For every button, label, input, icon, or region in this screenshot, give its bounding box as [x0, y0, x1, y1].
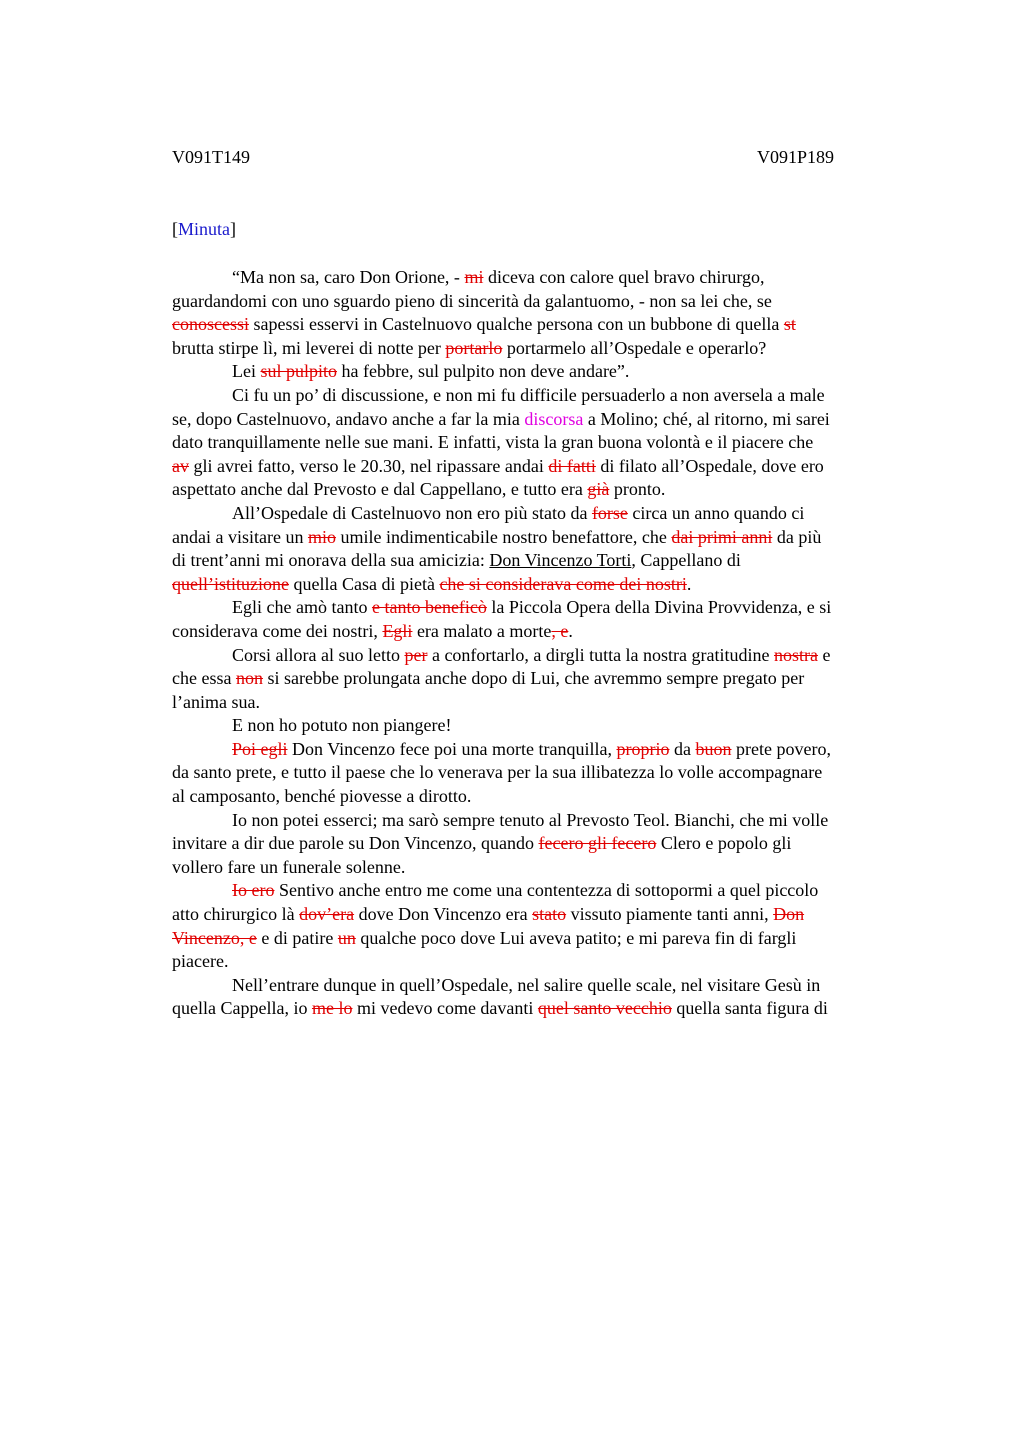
text-line — [172, 644, 932, 668]
deleted-text: Don — [773, 904, 805, 925]
text-segment: qualche poco dove Lui aveva patito; e mi pareva fin di fargli — [355, 927, 797, 948]
text-segment: E non ho potuto non piangere! — [232, 715, 452, 736]
text-segment: umile indimenticabile nostro benefattore, che — [335, 526, 672, 547]
text-line — [172, 549, 932, 573]
text-line — [172, 313, 932, 337]
text-segment: vissuto piamente tanti anni, — [566, 904, 774, 925]
deleted-text: conoscessi — [172, 314, 249, 335]
section-label — [172, 218, 236, 242]
text-segment: guardandomi con uno sguardo pieno di sincerità da galantuomo, - non sa lei che, se — [172, 290, 772, 311]
text-segment: quella Casa di pietà — [288, 573, 440, 594]
manuscript-transcription — [172, 266, 932, 1021]
text-segment: ha febbre, sul pulpito non deve andare”. — [337, 361, 630, 382]
text-line — [172, 879, 932, 903]
text-segment: l’anima sua. — [172, 691, 260, 712]
text-line — [172, 290, 932, 314]
text-segment: portarmelo all’Ospedale e operarlo? — [502, 337, 767, 358]
text-segment: , Cappellano di — [631, 550, 741, 571]
text-segment: Don Vincenzo fece poi una morte tranquilla, — [287, 738, 617, 759]
deleted-text: di fatti — [548, 455, 596, 476]
text-segment: quella santa figura di — [671, 998, 828, 1019]
deleted-text: , e — [551, 620, 569, 641]
text-segment: si sarebbe prolungata anche dopo di Lui, che avremmo sempre pregato per — [262, 668, 805, 689]
text-segment: vollero fare un funerale solenne. — [172, 856, 406, 877]
deleted-text: Egli — [382, 620, 413, 641]
text-segment: aspettato anche dal Prevosto e dal Cappellano, e tutto era — [172, 479, 588, 500]
text-line — [172, 478, 932, 502]
text-line — [172, 431, 932, 455]
deleted-text: Io ero — [232, 880, 275, 901]
text-segment: brutta stirpe lì, mi leverei di notte per — [172, 337, 446, 358]
text-segment: al camposanto, benché piovesse a dirotto. — [172, 786, 472, 807]
deleted-text: nostra — [774, 644, 819, 665]
deleted-text: buon — [695, 738, 732, 759]
text-line — [172, 360, 932, 384]
text-segment: Ci fu un po’ di discussione, e non mi fu difficile persuaderlo a non aversela a male — [232, 384, 825, 405]
underlined-name: Don Vincenzo Torti — [489, 550, 632, 571]
text-line — [172, 738, 932, 762]
deleted-text: sul pulpito — [260, 361, 338, 382]
text-segment: Io non potei esserci; ma sarò sempre tenuto al Prevosto Teol. Bianchi, che mi volle — [232, 809, 829, 830]
text-line — [172, 974, 932, 998]
text-segment: . — [568, 620, 573, 641]
deleted-text: av — [172, 455, 189, 476]
text-line — [172, 856, 932, 880]
text-line — [172, 997, 932, 1021]
document-code-right: V091P189 — [757, 147, 835, 167]
text-segment: da santo prete, e tutto il paese che lo venerava per la sua illibatezza lo volle accompagnare — [172, 762, 823, 783]
deleted-text: forse — [591, 502, 628, 523]
text-line — [172, 761, 932, 785]
deleted-text: Vincenzo, e — [172, 927, 257, 948]
deleted-text: dov’era — [299, 904, 355, 925]
deleted-text: mi — [464, 267, 484, 287]
document-code-left: V091T149 — [172, 147, 250, 167]
deleted-text: dai primi anni — [671, 526, 773, 547]
text-segment: circa un anno quando ci — [627, 502, 805, 523]
text-segment: Nell’entrare dunque in quell’Ospedale, nel salire quelle scale, nel visitare Gesù in — [232, 974, 821, 995]
deleted-text: per — [404, 644, 428, 665]
deleted-text: st — [783, 314, 796, 335]
text-segment: pronto. — [609, 479, 666, 500]
text-segment: prete povero, — [731, 738, 831, 759]
text-segment: invitare a dir due parole su Don Vincenzo, quando — [172, 833, 539, 854]
text-segment: quella Cappella, io — [172, 998, 312, 1019]
text-line — [172, 691, 932, 715]
text-line — [172, 502, 932, 526]
text-line — [172, 903, 932, 927]
text-segment: a Molino; ché, al ritorno, mi sarei — [583, 408, 830, 429]
text-line — [172, 526, 932, 550]
text-segment: gli avrei fatto, verso le 20.30, nel ripassare andai — [189, 455, 549, 476]
deleted-text: e tanto beneficò — [371, 597, 487, 618]
text-segment: sapessi esservi in Castelnuovo qualche persona con un bubbone di quella — [248, 314, 784, 335]
text-segment: andai a visitare un — [172, 526, 308, 547]
text-segment: Corsi allora al suo letto — [232, 644, 405, 665]
deleted-text: quell’istituzione — [172, 573, 289, 594]
text-segment: mi vedevo come davanti — [352, 998, 538, 1019]
deleted-text: quel santo vecchio — [537, 998, 672, 1019]
deleted-text: già — [587, 479, 610, 500]
text-segment: dato tranquillamente nelle sue mani. E infatti, vista la gran buona volontà e il piacere che — [172, 432, 814, 453]
section-label-open-bracket: [ — [172, 219, 178, 239]
text-line — [172, 809, 932, 833]
text-segment: e — [818, 644, 831, 665]
text-segment: diceva con calore quel bravo chirurgo, — [483, 267, 765, 287]
text-line — [172, 667, 932, 691]
text-segment: Sentivo anche entro me come una contentezza di sottopormi a quel piccolo — [274, 880, 819, 901]
deleted-text: mio — [307, 526, 336, 547]
text-segment: dove Don Vincenzo era — [354, 904, 533, 925]
text-segment: a confortarlo, a dirgli tutta la nostra gratitudine — [427, 644, 775, 665]
text-segment: atto chirurgico là — [172, 904, 300, 925]
text-segment: Egli che amò tanto — [232, 597, 372, 618]
text-segment: da più — [772, 526, 822, 547]
section-label-close-bracket: ] — [230, 219, 236, 239]
text-segment: considerava come dei nostri, — [172, 620, 383, 641]
text-segment: la Piccola Opera della Divina Provvidenza, e si — [486, 597, 832, 618]
section-label-word: Minuta — [178, 219, 230, 239]
text-segment: se, dopo Castelnuovo, andavo anche a far la mia — [172, 408, 525, 429]
deleted-text: che si considerava come dei nostri — [439, 573, 687, 594]
deleted-text: un — [337, 927, 356, 948]
text-segment: di filato all’Ospedale, dove ero — [595, 455, 824, 476]
text-segment: che essa — [172, 668, 236, 689]
text-line — [172, 455, 932, 479]
text-segment: era malato a morte — [412, 620, 552, 641]
text-line — [172, 408, 932, 432]
text-line — [172, 337, 932, 361]
text-segment: di trent’anni mi onorava della sua amicizia: — [172, 550, 490, 571]
text-segment: Lei — [232, 361, 261, 382]
text-line — [172, 596, 932, 620]
text-segment: da — [669, 738, 696, 759]
deleted-text: proprio — [616, 738, 670, 759]
highlighted-word: discorsa — [524, 408, 584, 429]
deleted-text: portarlo — [445, 337, 503, 358]
text-segment: e di patire — [256, 927, 338, 948]
text-line — [172, 832, 932, 856]
text-line — [172, 573, 932, 597]
text-line — [172, 950, 932, 974]
deleted-text: non — [235, 668, 263, 689]
text-line — [172, 384, 932, 408]
text-segment: “Ma non sa, caro Don Orione, - — [232, 267, 465, 287]
text-line — [172, 714, 932, 738]
text-segment: All’Ospedale di Castelnuovo non ero più stato da — [232, 502, 592, 523]
text-line — [172, 620, 932, 644]
text-segment: piacere. — [172, 951, 229, 972]
deleted-text: stato — [532, 904, 567, 925]
deleted-text: fecero gli fecero — [538, 833, 657, 854]
text-segment: Clero e popolo gli — [656, 833, 792, 854]
text-line — [172, 266, 932, 290]
text-segment: . — [686, 573, 692, 594]
text-line — [172, 785, 932, 809]
deleted-text: Poi egli — [232, 738, 288, 759]
deleted-text: me lo — [311, 998, 353, 1019]
text-line — [172, 927, 932, 951]
